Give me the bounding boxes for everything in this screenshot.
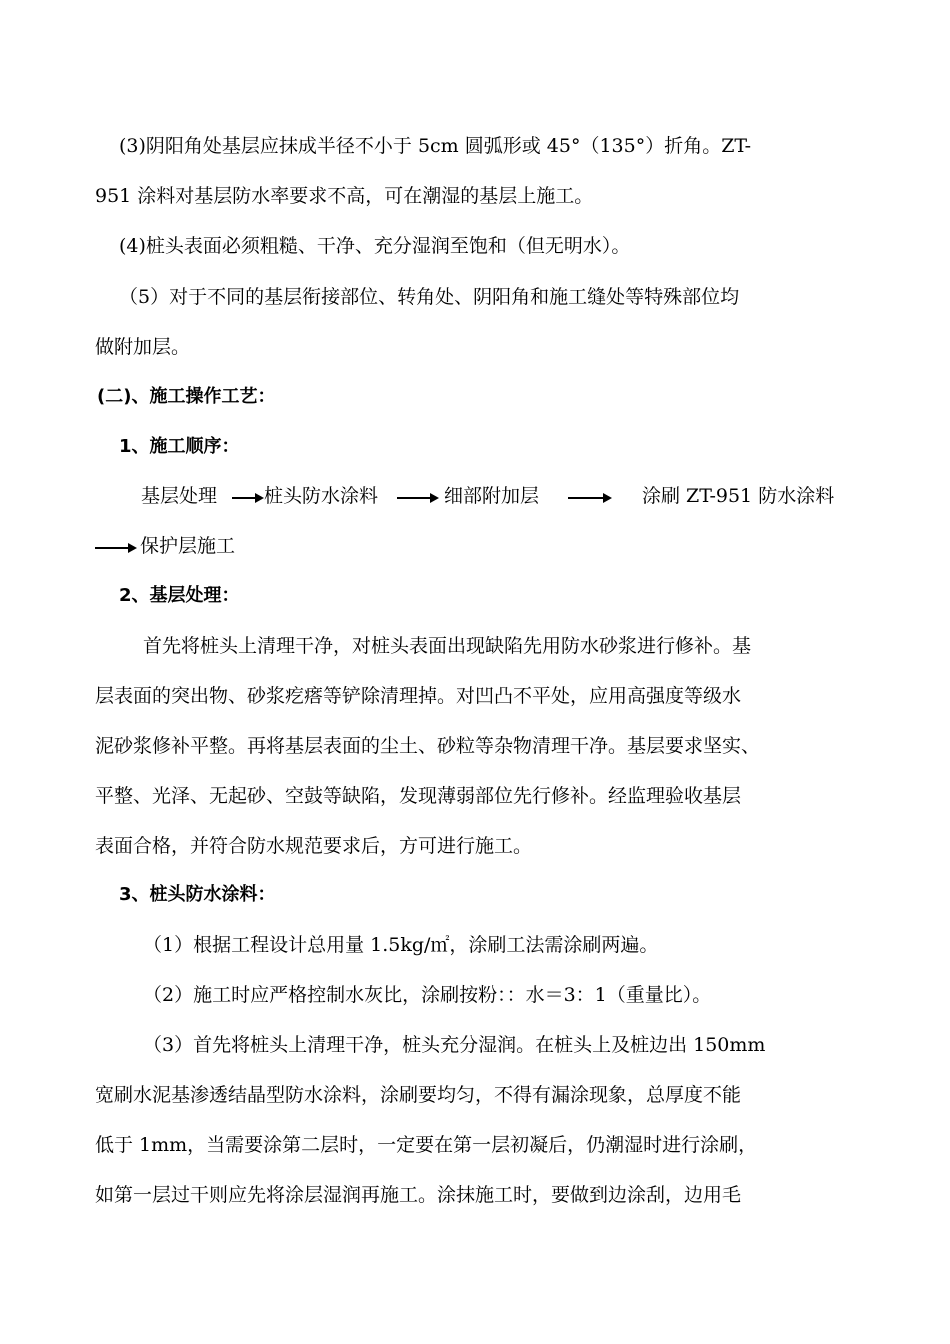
paragraph-line: 表面合格，并符合防水规范要求后，方可进行施工。 <box>95 835 533 857</box>
section-heading: (二)、施工操作工艺： <box>97 386 276 407</box>
paragraph-line: 泥砂浆修补平整。再将基层表面的尘土、砂粒等杂物清理干净。基层要求坚实、 <box>95 735 761 757</box>
flow-step: 保护层施工 <box>140 535 236 557</box>
subsection-heading: 3、桩头防水涂料： <box>119 884 276 905</box>
process-flow-continued <box>0 533 950 559</box>
paragraph-line: （2）施工时应严格控制水灰比，涂刷按粉：：水＝3：1（重量比）。 <box>143 984 712 1006</box>
paragraph-line: 做附加层。 <box>95 336 191 358</box>
flow-step: 细部附加层 <box>444 485 540 507</box>
arrow-icon <box>568 497 610 499</box>
paragraph-line: (4)桩头表面必须粗糙、干净、充分湿润至饱和（但无明水）。 <box>119 235 631 257</box>
arrow-icon <box>232 497 262 499</box>
paragraph-line: （3）首先将桩头上清理干净，桩头充分湿润。在桩头上及桩边出 150mm <box>143 1034 766 1056</box>
process-flow <box>0 483 950 509</box>
paragraph-line: 宽刷水泥基渗透结晶型防水涂料，涂刷要均匀，不得有漏涂现象，总厚度不能 <box>95 1084 742 1106</box>
paragraph-line: 如第一层过干则应先将涂层湿润再施工。涂抹施工时，要做到边涂刮，边用毛 <box>95 1184 742 1206</box>
paragraph-line: 层表面的突出物、砂浆疙瘩等铲除清理掉。对凹凸不平处，应用高强度等级水 <box>95 685 742 707</box>
flow-step: 桩头防水涂料 <box>264 485 379 507</box>
paragraph-line: (3)阴阳角处基层应抹成半径不小于 5cm 圆弧形或 45°（135°）折角。ZT- <box>119 135 752 157</box>
arrow-icon <box>95 547 135 549</box>
arrow-icon <box>397 497 437 499</box>
paragraph-line: 首先将桩头上清理干净，对桩头表面出现缺陷先用防水砂浆进行修补。基 <box>143 635 752 657</box>
flow-step: 基层处理 <box>141 485 218 507</box>
paragraph-line: 平整、光泽、无起砂、空鼓等缺陷，发现薄弱部位先行修补。经监理验收基层 <box>95 785 742 807</box>
subsection-heading: 1、施工顺序： <box>119 436 240 457</box>
paragraph-line: （1）根据工程设计总用量 1.5kg/㎡，涂刷工法需涂刷两遍。 <box>143 934 659 956</box>
paragraph-line: 低于 1mm，当需要涂第二层时，一定要在第一层初凝后，仍潮湿时进行涂刷， <box>95 1134 758 1156</box>
paragraph-line: 951 涂料对基层防水率要求不高，可在潮湿的基层上施工。 <box>95 185 594 207</box>
paragraph-line: （5）对于不同的基层衔接部位、转角处、阴阳角和施工缝处等特殊部位均 <box>119 286 740 308</box>
subsection-heading: 2、基层处理： <box>119 585 240 606</box>
flow-step: 涂刷 ZT-951 防水涂料 <box>642 485 835 507</box>
